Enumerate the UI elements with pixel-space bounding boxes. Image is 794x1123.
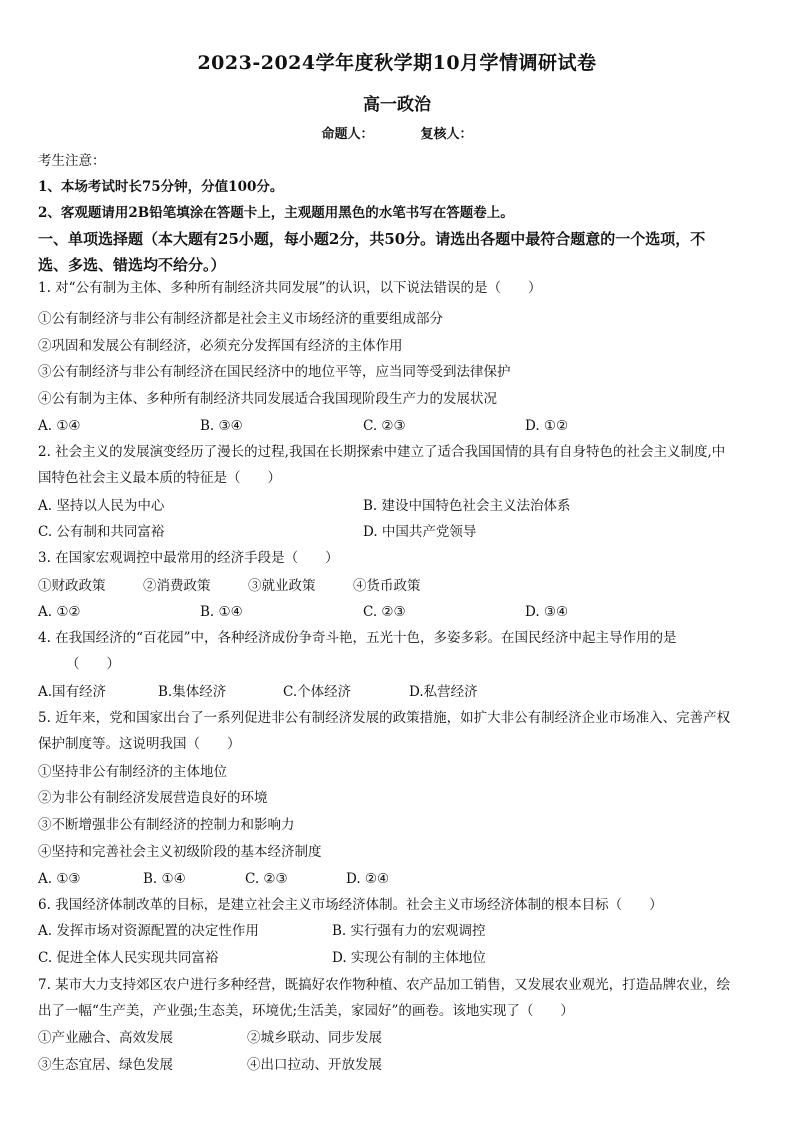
q7-statement-4: ④出口拉动、开放发展 — [247, 1057, 382, 1073]
q5-option-b: B. ①④ — [143, 871, 186, 887]
q5-statement-2: ②为非公有制经济发展营造良好的环境 — [38, 790, 268, 806]
q1-option-c: C. ②③ — [363, 418, 406, 434]
notes-item-2: 2、客观题请用2B铅笔填涂在答题卡上，主观题用黑色的水笔书写在答题卷上。 — [38, 205, 514, 221]
q5-stem-line-2: 保护制度等。这说明我国（ ） — [38, 736, 241, 752]
q4-stem-line-1: 4. 在我国经济的“百花园”中，各种经济成份争奇斗艳，五光十色，多姿多彩。在国民经济中起主导作用的是 — [38, 630, 677, 646]
section-heading-line-2: 选、多选、错选均不给分。） — [38, 256, 226, 274]
author-line — [0, 123, 794, 142]
q5-statement-3: ③不断增强非公有制经济的控制力和影响力 — [38, 817, 295, 833]
q6-option-b: B. 实行强有力的宏观调控 — [332, 923, 486, 939]
q2-option-d: D. 中国共产党领导 — [363, 524, 477, 540]
q6-stem: 6. 我国经济体制改革的目标，是建立社会主义市场经济体制。社会主义市场经济体制的根本目标（ ） — [38, 897, 663, 913]
q7-statement-2: ②城乡联动、同步发展 — [247, 1030, 382, 1046]
q3-option-c: C. ②③ — [363, 604, 406, 620]
q3-option-d: D. ③④ — [525, 604, 569, 620]
q3-statement-4: ④货币政策 — [353, 578, 421, 594]
q7-stem-line-1: 7. 某市大力支持郊区农户进行多种经营，既搞好农作物种植、农产品加工销售，又发展农业观光，打造品牌农业，绘 — [38, 977, 731, 993]
q7-statement-1: ①产业融合、高效发展 — [38, 1030, 173, 1046]
q3-option-a: A. ①② — [38, 604, 81, 620]
notes-item-1: 1、本场考试时长75分钟，分值100分。 — [38, 179, 284, 195]
q6-option-a: A. 发挥市场对资源配置的决定性作用 — [38, 923, 259, 939]
q6-option-d: D. 实现公有制的主体地位 — [332, 950, 486, 966]
q4-option-c: C.个体经济 — [283, 684, 352, 700]
q5-option-c: C. ②③ — [245, 871, 288, 887]
q4-option-a: A.国有经济 — [38, 684, 107, 700]
q4-option-d: D.私营经济 — [409, 684, 478, 700]
q6-option-c: C. 促进全体人民实现共同富裕 — [38, 950, 219, 966]
q7-statement-3: ③生态宜居、绿色发展 — [38, 1057, 173, 1073]
q1-statement-3: ③公有制经济与非公有制经济在国民经济中的地位平等，应当同等受到法律保护 — [38, 364, 511, 380]
setter-label: 命题人： — [321, 127, 374, 142]
q1-statement-1: ①公有制经济与非公有制经济都是社会主义市场经济的重要组成部分 — [38, 311, 443, 327]
notes-heading: 考生注意： — [38, 153, 106, 169]
q3-stem: 3. 在国家宏观调控中最常用的经济手段是（ ） — [38, 550, 339, 566]
q3-statement-3: ③就业政策 — [248, 578, 316, 594]
exam-subject: 高一政治 — [363, 95, 431, 115]
q3-statement-2: ②消费政策 — [143, 578, 211, 594]
q1-statement-2: ②巩固和发展公有制经济，必须充分发挥国有经济的主体作用 — [38, 338, 403, 354]
q5-statement-4: ④坚持和完善社会主义初级阶段的基本经济制度 — [38, 844, 322, 860]
q2-option-a: A. 坚持以人民为中心 — [38, 498, 165, 514]
q4-option-b: B.集体经济 — [158, 684, 227, 700]
exam-title: 2023-2024学年度秋学期10月学情调研试卷 — [197, 52, 597, 74]
q5-stem-line-1: 5. 近年来，党和国家出台了一系列促进非公有制经济发展的政策措施，如扩大非公有制经济企业市场准入、完善产权 — [38, 710, 731, 726]
q5-statement-1: ①坚持非公有制经济的主体地位 — [38, 764, 227, 780]
q5-option-d: D. ②④ — [346, 871, 390, 887]
section-heading-line-1: 一、单项选择题（本大题有25小题，每小题2分，共50分。请选出各题中最符合题意的一个选项，不 — [38, 230, 706, 248]
q2-option-c: C. 公有制和共同富裕 — [38, 524, 165, 540]
q3-statement-1: ①财政政策 — [38, 578, 106, 594]
q2-stem-line-1: 2. 社会主义的发展演变经历了漫长的过程,我国在长期探索中建立了适合我国国情的具有自身特色的社会主义制度,中 — [38, 444, 726, 460]
q4-stem-line-2: （ ） — [66, 656, 120, 672]
q1-option-d: D. ①② — [525, 418, 569, 434]
q2-stem-line-2: 国特色社会主义最本质的特征是（ ） — [38, 470, 281, 486]
q2-option-b: B. 建设中国特色社会主义法治体系 — [363, 498, 571, 514]
q1-option-b: B. ③④ — [200, 418, 243, 434]
q1-stem: 1. 对“公有制为主体、多种所有制经济共同发展”的认识，以下说法错误的是（ ） — [38, 280, 542, 296]
q1-option-a: A. ①④ — [38, 418, 81, 434]
reviewer-label: 复核人： — [420, 127, 473, 142]
q3-option-b: B. ①④ — [200, 604, 243, 620]
q1-statement-4: ④公有制为主体、多种所有制经济共同发展适合我国现阶段生产力的发展状况 — [38, 391, 497, 407]
q7-stem-line-2: 出了一幅“生产美，产业强;生态美，环境优;生活美，家园好”的画卷。该地实现了（ ） — [38, 1003, 574, 1019]
q5-option-a: A. ①③ — [38, 871, 81, 887]
